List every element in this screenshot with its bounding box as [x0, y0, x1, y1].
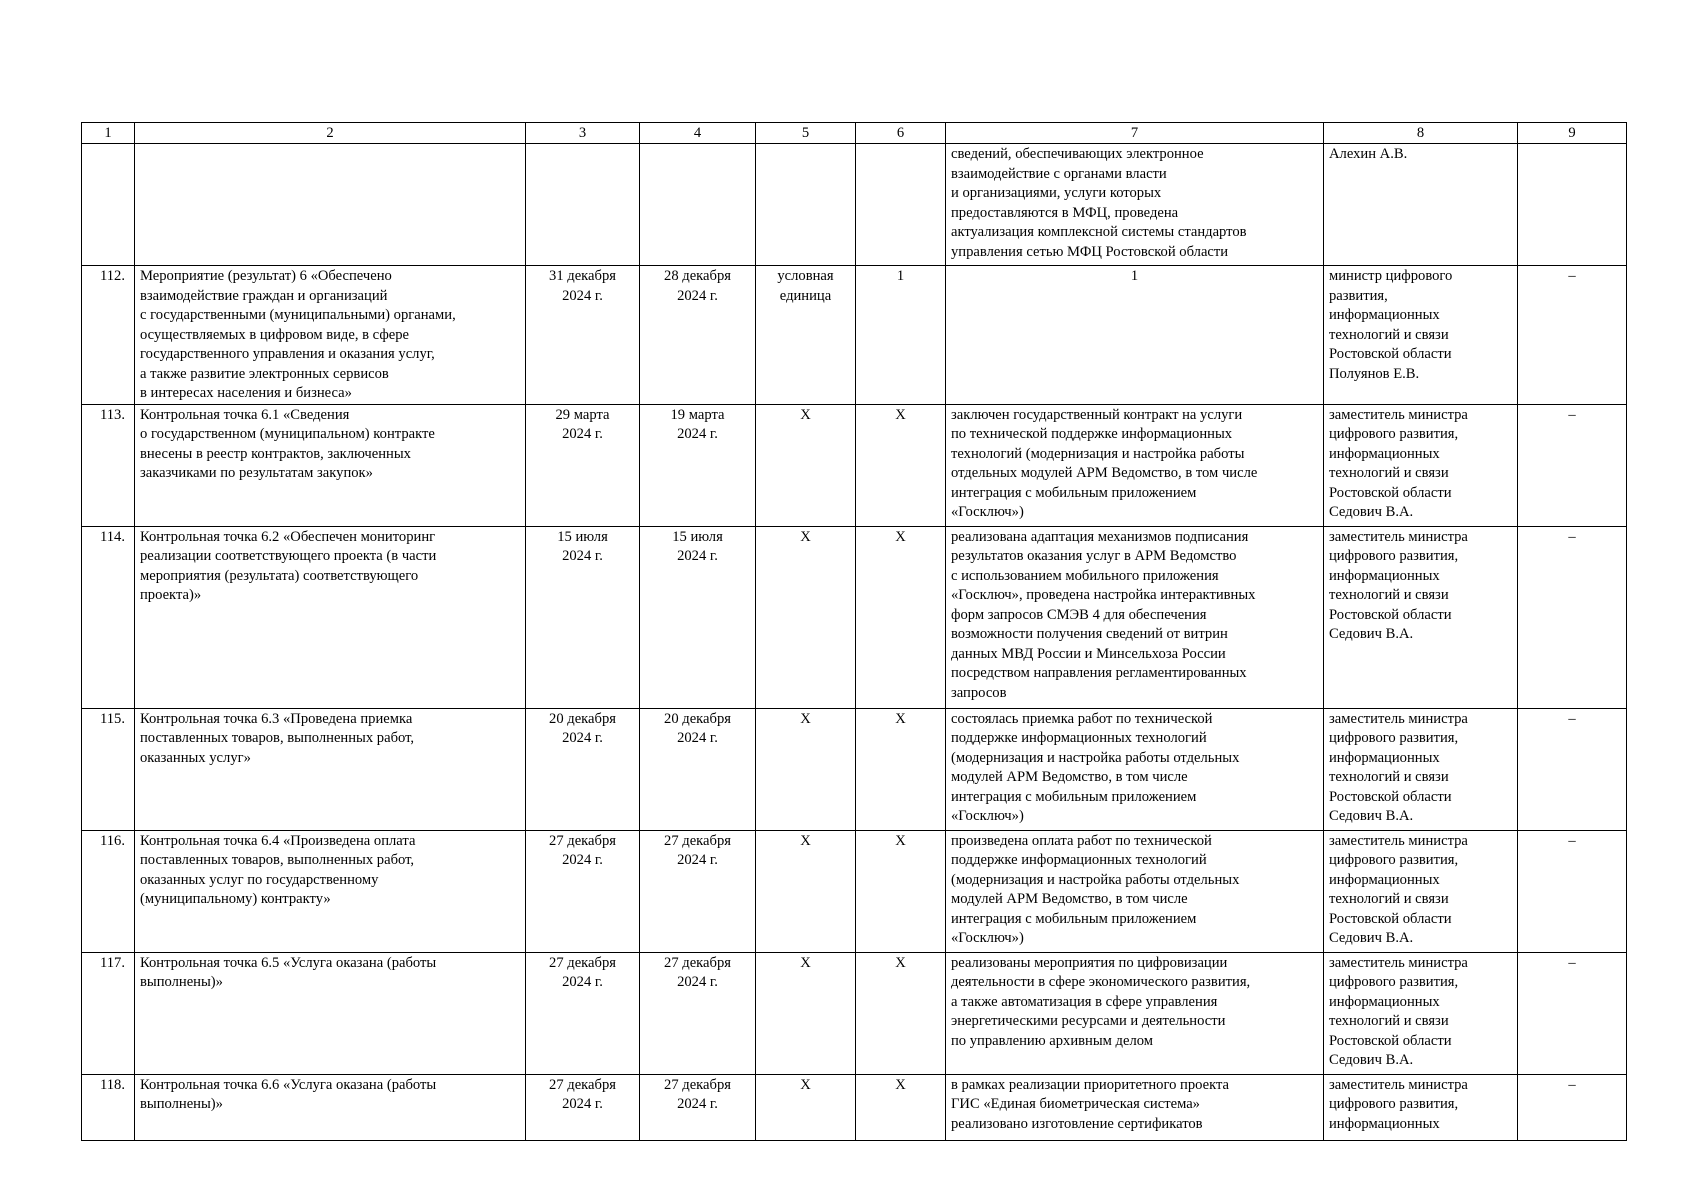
table-row [82, 404, 1627, 526]
row-number-cell: 112. [82, 266, 135, 405]
responsible-person-cell: заместитель министра цифрового развития, информационных технологий и связи Ростовской области Седович В.А. [1324, 952, 1518, 1074]
responsible-person-cell: заместитель министра цифрового развития, информационных [1324, 1074, 1518, 1140]
item-name-cell: Контрольная точка 6.3 «Проведена приемка поставленных товаров, выполненных работ, оказанных услуг» [135, 708, 526, 830]
plan-date-cell: 15 июля 2024 г. [526, 526, 640, 708]
report-table [81, 122, 1627, 1141]
result-description-cell: состоялась приемка работ по технической поддержке информационных технологий (модернизация и настройка работы отдельных модулей АРМ Ведомство, в том числе интеграция с мобильным приложением «Госключ») [946, 708, 1324, 830]
column-header-5: 5 [756, 123, 856, 144]
actual-date-cell: 20 декабря 2024 г. [640, 708, 756, 830]
plan-date-cell [526, 144, 640, 266]
unit-cell: Х [756, 404, 856, 526]
table-row [82, 1074, 1627, 1140]
note-cell: – [1518, 708, 1627, 830]
plan-value-cell [856, 144, 946, 266]
table-row [82, 526, 1627, 708]
unit-cell: Х [756, 526, 856, 708]
unit-cell: условная единица [756, 266, 856, 405]
column-header-6: 6 [856, 123, 946, 144]
item-name-cell: Контрольная точка 6.2 «Обеспечен мониторинг реализации соответствующего проекта (в части мероприятия (результата) соответствующего проекта)» [135, 526, 526, 708]
item-name-cell [135, 144, 526, 266]
responsible-person-cell: заместитель министра цифрового развития, информационных технологий и связи Ростовской области Седович В.А. [1324, 830, 1518, 952]
actual-date-cell: 27 декабря 2024 г. [640, 952, 756, 1074]
item-name-cell: Контрольная точка 6.5 «Услуга оказана (работы выполнены)» [135, 952, 526, 1074]
table-row [82, 708, 1627, 830]
plan-value-cell: 1 [856, 266, 946, 405]
row-number-cell: 115. [82, 708, 135, 830]
note-cell [1518, 144, 1627, 266]
unit-cell [756, 144, 856, 266]
column-number-header-row [82, 123, 1627, 144]
row-number-cell: 114. [82, 526, 135, 708]
responsible-person-cell: заместитель министра цифрового развития, информационных технологий и связи Ростовской области Седович В.А. [1324, 708, 1518, 830]
plan-value-cell: Х [856, 1074, 946, 1140]
responsible-person-cell: министр цифрового развития, информационных технологий и связи Ростовской области Полуянов Е.В. [1324, 266, 1518, 405]
column-header-4: 4 [640, 123, 756, 144]
plan-date-cell: 27 декабря 2024 г. [526, 952, 640, 1074]
plan-value-cell: Х [856, 952, 946, 1074]
column-header-3: 3 [526, 123, 640, 144]
row-number-cell: 117. [82, 952, 135, 1074]
row-number-cell: 116. [82, 830, 135, 952]
row-number-cell: 118. [82, 1074, 135, 1140]
note-cell: – [1518, 404, 1627, 526]
actual-date-cell: 19 марта 2024 г. [640, 404, 756, 526]
unit-cell: Х [756, 830, 856, 952]
plan-value-cell: Х [856, 830, 946, 952]
note-cell: – [1518, 952, 1627, 1074]
plan-date-cell: 31 декабря 2024 г. [526, 266, 640, 405]
table-row [82, 830, 1627, 952]
result-description-cell: заключен государственный контракт на услуги по технической поддержке информационных технологий (модернизация и настройка работы отдельных модулей АРМ Ведомство, в том числе интеграция с мобильным приложением «Госключ») [946, 404, 1324, 526]
plan-date-cell: 27 декабря 2024 г. [526, 1074, 640, 1140]
item-name-cell: Контрольная точка 6.6 «Услуга оказана (работы выполнены)» [135, 1074, 526, 1140]
note-cell: – [1518, 830, 1627, 952]
table-body [82, 123, 1627, 1141]
result-description-cell: произведена оплата работ по технической поддержке информационных технологий (модернизация и настройка работы отдельных модулей АРМ Ведомство, в том числе интеграция с мобильным приложением «Госключ») [946, 830, 1324, 952]
responsible-person-cell: заместитель министра цифрового развития, информационных технологий и связи Ростовской области Седович В.А. [1324, 404, 1518, 526]
item-name-cell: Контрольная точка 6.4 «Произведена оплата поставленных товаров, выполненных работ, оказанных услуг по государственному (муниципальному) контракту» [135, 830, 526, 952]
item-name-cell: Мероприятие (результат) 6 «Обеспечено взаимодействие граждан и организаций с государственными (муниципальными) органами, осуществляемых в цифровом виде, в сфере государственного управления и оказания услуг, а также развитие электронных сервисов в интересах населения и бизнеса» [135, 266, 526, 405]
result-description-cell: 1 [946, 266, 1324, 405]
plan-date-cell: 20 декабря 2024 г. [526, 708, 640, 830]
responsible-person-cell: заместитель министра цифрового развития, информационных технологий и связи Ростовской области Седович В.А. [1324, 526, 1518, 708]
actual-date-cell [640, 144, 756, 266]
result-description-cell: сведений, обеспечивающих электронное взаимодействие с органами власти и организациями, услуги которых предоставляются в МФЦ, проведена актуализация комплексной системы стандартов управления сетью МФЦ Ростовской области [946, 144, 1324, 266]
result-description-cell: реализована адаптация механизмов подписания результатов оказания услуг в АРМ Ведомство с использованием мобильного приложения «Госключ», проведена настройка интерактивных форм запросов СМЭВ 4 для обеспечения возможности получения сведений от витрин данных МВД России и Минсельхоза России посредством направления регламентированных запросов [946, 526, 1324, 708]
unit-cell: Х [756, 708, 856, 830]
item-name-cell: Контрольная точка 6.1 «Сведения о государственном (муниципальном) контракте внесены в реестр контрактов, заключенных заказчиками по результатам закупок» [135, 404, 526, 526]
result-description-cell: реализованы мероприятия по цифровизации деятельности в сфере экономического развития, а также автоматизация в сфере управления энергетическими ресурсами и деятельности по управлению архивным делом [946, 952, 1324, 1074]
plan-date-cell: 29 марта 2024 г. [526, 404, 640, 526]
unit-cell: Х [756, 1074, 856, 1140]
plan-date-cell: 27 декабря 2024 г. [526, 830, 640, 952]
result-description-cell: в рамках реализации приоритетного проекта ГИС «Единая биометрическая система» реализовано изготовление сертификатов [946, 1074, 1324, 1140]
table-row [82, 266, 1627, 405]
note-cell: – [1518, 266, 1627, 405]
plan-value-cell: Х [856, 526, 946, 708]
actual-date-cell: 27 декабря 2024 г. [640, 830, 756, 952]
row-number-cell [82, 144, 135, 266]
actual-date-cell: 27 декабря 2024 г. [640, 1074, 756, 1140]
unit-cell: Х [756, 952, 856, 1074]
row-number-cell: 113. [82, 404, 135, 526]
responsible-person-cell: Алехин А.В. [1324, 144, 1518, 266]
column-header-7: 7 [946, 123, 1324, 144]
plan-value-cell: Х [856, 404, 946, 526]
note-cell: – [1518, 1074, 1627, 1140]
actual-date-cell: 15 июля 2024 г. [640, 526, 756, 708]
table-row [82, 952, 1627, 1074]
column-header-1: 1 [82, 123, 135, 144]
plan-value-cell: Х [856, 708, 946, 830]
note-cell: – [1518, 526, 1627, 708]
table-row [82, 144, 1627, 266]
column-header-2: 2 [135, 123, 526, 144]
column-header-9: 9 [1518, 123, 1627, 144]
actual-date-cell: 28 декабря 2024 г. [640, 266, 756, 405]
column-header-8: 8 [1324, 123, 1518, 144]
